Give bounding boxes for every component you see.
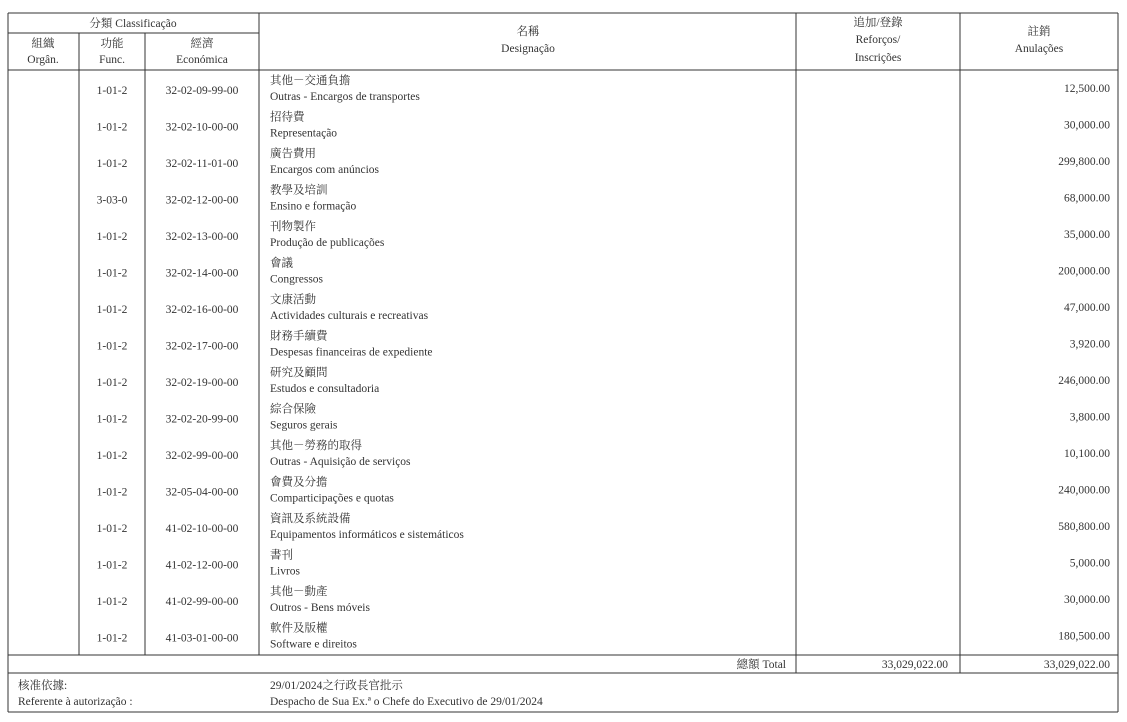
row-econ-code: 32-02-13-00-00 <box>165 231 239 243</box>
table-row <box>97 73 1111 103</box>
row-func-code: 1-01-2 <box>96 450 128 462</box>
row-designation-pt: Despesas financeiras de expediente <box>270 346 433 359</box>
ref-value-pt: Despacho de Sua Ex.ª o Chefe do Executivo de 29/01/2024 <box>270 696 543 708</box>
row-func-code: 1-01-2 <box>96 413 128 426</box>
row-anulacao-value: 240,000.00 <box>1058 484 1110 497</box>
row-anulacao-value: 3,800.00 <box>1069 411 1110 424</box>
row-func-code: 1-01-2 <box>96 596 128 608</box>
table-body <box>97 73 1111 651</box>
ref-label-pt: Referente à autorização : <box>18 696 133 708</box>
total-anulacoes: 33,029,022.00 <box>1043 659 1110 671</box>
row-anulacao-value: 35,000.00 <box>1064 229 1110 241</box>
row-designation-pt: Outros - Bens móveis <box>270 602 370 614</box>
row-designation-zh: 教學及培訓 <box>270 184 328 197</box>
total-label: 總額 Total <box>736 659 786 671</box>
row-designation-pt: Representação <box>270 127 338 140</box>
row-econ-code: 32-02-16-00-00 <box>165 304 239 316</box>
row-designation-pt: Equipamentos informáticos e sistemáticos <box>270 529 464 541</box>
header-func-pt: Func. <box>99 54 125 66</box>
row-designation-pt: Congressos <box>270 273 324 286</box>
header-anul-pt: Anulações <box>1014 43 1064 55</box>
row-designation-pt: Software e direitos <box>270 638 357 651</box>
row-func-code: 1-01-2 <box>96 377 128 389</box>
row-func-code: 1-01-2 <box>96 231 128 243</box>
row-econ-code: 32-02-10-00-00 <box>165 121 239 134</box>
header-econ-zh: 經濟 <box>190 38 214 50</box>
row-econ-code: 32-02-11-01-00 <box>165 158 239 170</box>
table-row <box>97 329 1111 359</box>
table-row <box>97 365 1111 395</box>
row-econ-code: 41-02-12-00-00 <box>165 559 239 572</box>
row-anulacao-value: 12,500.00 <box>1064 83 1110 95</box>
row-func-code: 3-03-0 <box>96 194 128 207</box>
row-designation-zh: 研究及顧問 <box>270 367 328 379</box>
row-designation-zh: 其他－交通負擔 <box>270 75 351 87</box>
row-designation-zh: 軟件及版權 <box>270 622 328 635</box>
ref-value-zh: 29/01/2024之行政長官批示 <box>270 680 403 692</box>
row-anulacao-value: 47,000.00 <box>1064 302 1110 314</box>
row-designation-zh: 會議 <box>270 257 293 270</box>
header-reforcos-pt2: Inscrições <box>854 52 902 64</box>
row-econ-code: 32-02-19-00-00 <box>165 377 239 389</box>
row-func-code: 1-01-2 <box>96 632 128 645</box>
row-designation-pt: Estudos e consultadoria <box>270 383 380 395</box>
row-designation-pt: Encargos com anúncios <box>270 164 380 176</box>
row-func-code: 1-01-2 <box>96 158 128 170</box>
row-econ-code: 32-05-04-00-00 <box>165 486 239 499</box>
row-designation-zh: 招待費 <box>270 111 305 124</box>
header-reforcos-pt1: Reforços/ <box>855 34 901 46</box>
table-header <box>27 15 1063 66</box>
row-anulacao-value: 68,000.00 <box>1064 192 1110 205</box>
table-row <box>97 110 1111 140</box>
row-anulacao-value: 30,000.00 <box>1064 594 1110 606</box>
table-row <box>97 511 1111 541</box>
header-econ-pt: Económica <box>176 54 228 66</box>
row-func-code: 1-01-2 <box>96 340 128 353</box>
total-reforcos: 33,029,022.00 <box>881 659 948 671</box>
ref-label-zh: 核准依據: <box>18 680 68 692</box>
row-func-code: 1-01-2 <box>96 523 128 535</box>
header-classificacao: 分類 Classificação <box>89 18 177 30</box>
row-econ-code: 32-02-12-00-00 <box>165 194 239 207</box>
row-designation-pt: Livros <box>270 565 301 578</box>
row-econ-code: 32-02-99-00-00 <box>165 450 239 462</box>
table-row <box>97 621 1111 651</box>
row-designation-zh: 財務手續費 <box>270 330 328 343</box>
row-func-code: 1-01-2 <box>96 267 128 280</box>
row-designation-zh: 刊物製作 <box>270 221 316 233</box>
row-econ-code: 32-02-09-99-00 <box>165 85 239 97</box>
table-row <box>97 183 1111 213</box>
row-econ-code: 32-02-17-00-00 <box>165 340 239 353</box>
table-row <box>97 584 1111 614</box>
row-designation-pt: Comparticipações e quotas <box>270 492 394 505</box>
row-anulacao-value: 246,000.00 <box>1058 375 1110 387</box>
authorization-reference <box>18 678 543 708</box>
header-desig-pt: Designação <box>501 43 555 55</box>
row-func-code: 1-01-2 <box>96 85 128 97</box>
row-anulacao-value: 580,800.00 <box>1058 521 1110 533</box>
total-row <box>737 658 1111 671</box>
header-organ-zh: 組織 <box>31 38 55 50</box>
table-row <box>97 292 1111 322</box>
header-anul-zh: 註銷 <box>1027 26 1051 38</box>
table-row <box>97 219 1111 249</box>
table-row <box>97 256 1111 286</box>
row-econ-code: 41-02-10-00-00 <box>165 523 239 535</box>
row-anulacao-value: 200,000.00 <box>1058 265 1110 278</box>
row-anulacao-value: 299,800.00 <box>1058 156 1110 168</box>
header-organ-pt: Orgân. <box>27 54 59 66</box>
row-econ-code: 41-03-01-00-00 <box>165 632 239 645</box>
row-func-code: 1-01-2 <box>96 121 128 134</box>
header-desig-zh: 名稱 <box>516 26 540 38</box>
row-designation-zh: 廣告費用 <box>270 148 316 160</box>
row-designation-zh: 綜合保險 <box>270 403 316 416</box>
row-designation-zh: 其他－動產 <box>270 586 328 598</box>
table-row <box>97 475 1111 505</box>
row-anulacao-value: 5,000.00 <box>1069 557 1110 570</box>
row-designation-pt: Actividades culturais e recreativas <box>270 310 429 322</box>
table-row <box>97 402 1111 432</box>
row-econ-code: 41-02-99-00-00 <box>165 596 239 608</box>
row-func-code: 1-01-2 <box>96 559 128 572</box>
row-designation-pt: Seguros gerais <box>270 419 338 432</box>
row-designation-pt: Outras - Encargos de transportes <box>270 91 420 103</box>
table-row <box>97 438 1111 468</box>
row-designation-zh: 文康活動 <box>270 294 316 306</box>
row-designation-pt: Produção de publicações <box>270 237 385 249</box>
row-func-code: 1-01-2 <box>96 486 128 499</box>
row-designation-pt: Outras - Aquisição de serviços <box>270 456 411 468</box>
row-designation-zh: 書刊 <box>270 549 293 562</box>
row-designation-zh: 資訊及系統設備 <box>270 513 351 525</box>
row-designation-zh: 其他－勞務的取得 <box>270 440 362 452</box>
row-anulacao-value: 30,000.00 <box>1064 119 1110 132</box>
row-anulacao-value: 10,100.00 <box>1064 448 1110 460</box>
header-func-zh: 功能 <box>100 38 124 50</box>
table-row <box>97 548 1111 578</box>
row-func-code: 1-01-2 <box>96 304 128 316</box>
row-anulacao-value: 3,920.00 <box>1069 338 1110 351</box>
row-designation-zh: 會費及分擔 <box>270 476 328 489</box>
header-reforcos-zh: 追加/登錄 <box>853 17 903 29</box>
row-econ-code: 32-02-20-99-00 <box>165 413 239 426</box>
table-row <box>97 146 1111 176</box>
row-anulacao-value: 180,500.00 <box>1058 630 1110 643</box>
row-econ-code: 32-02-14-00-00 <box>165 267 239 280</box>
row-designation-pt: Ensino e formação <box>270 200 357 213</box>
